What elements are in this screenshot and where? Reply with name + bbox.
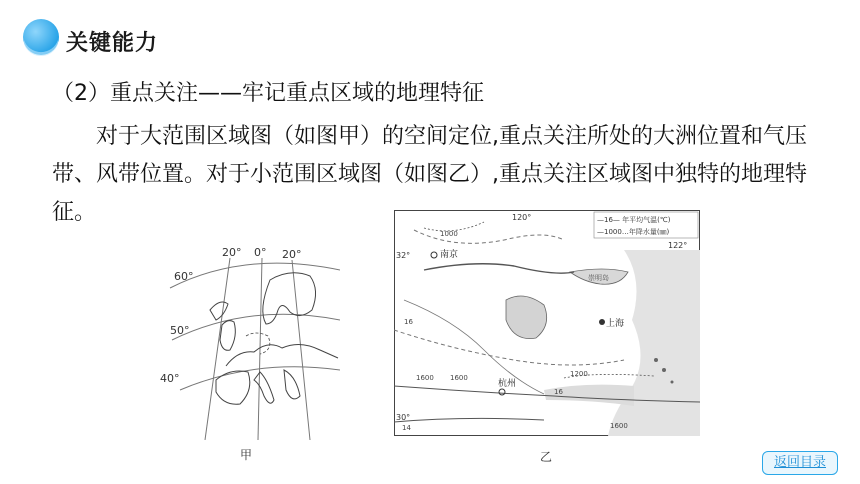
map-a-lon-w20: 20°: [222, 246, 242, 259]
map-b-lon-120: 120°: [512, 213, 532, 222]
map-a-lon-e20: 20°: [282, 248, 302, 261]
back-to-contents-label: 返回目录: [773, 455, 826, 470]
back-to-contents-button[interactable]: [762, 451, 838, 475]
map-b-iso-16a: 16: [404, 318, 413, 326]
map-b-legend-temp: —16— 年平均气温(℃): [597, 216, 671, 224]
section-title: 关键能力: [66, 31, 159, 56]
map-b-nanjing: 南京: [440, 250, 459, 260]
body-paragraph: 对于大范围区域图（如图甲）的空间定位,重点关注所处的大洲位置和气压带、风带位置。对于小范围区域图（如图乙）,重点关注区域图中独特的地理特征。: [52, 124, 807, 225]
map-b-hangzhou: 杭州: [498, 379, 517, 389]
map-yangtze-delta: [394, 210, 700, 436]
map-b-lat-32: 32°: [396, 251, 411, 260]
map-b-lon-122: 122°: [668, 241, 688, 250]
map-b-caption: 乙: [540, 450, 553, 464]
map-b-lat-30: 30°: [396, 413, 411, 422]
map-b-iso-1600b: 1600: [450, 374, 468, 382]
map-b-iso-16b: 16: [554, 388, 563, 396]
map-a-caption: 甲: [240, 448, 253, 462]
subheading: （2）重点关注——牢记重点区域的地理特征: [52, 81, 484, 106]
map-a-lon-0: 0°: [254, 246, 267, 259]
map-b-iso-14: 14: [402, 424, 411, 432]
map-b-shanghai: 上海: [606, 319, 625, 329]
map-b-chongming: 崇明岛: [588, 274, 609, 282]
map-b-iso-1600a: 1600: [416, 374, 434, 382]
section-logo-icon: [22, 18, 60, 56]
map-a-lat-60: 60°: [174, 270, 194, 283]
map-b-iso-1600c: 1600: [610, 422, 628, 430]
map-b-legend-precip: —1000…年降水量(㎜): [597, 228, 670, 236]
map-europe: [150, 240, 340, 440]
map-b-iso-1200: 1200: [570, 370, 588, 378]
map-a-lat-40: 40°: [160, 372, 180, 385]
map-b-iso-1000: 1000: [440, 230, 458, 238]
map-a-lat-50: 50°: [170, 324, 190, 337]
